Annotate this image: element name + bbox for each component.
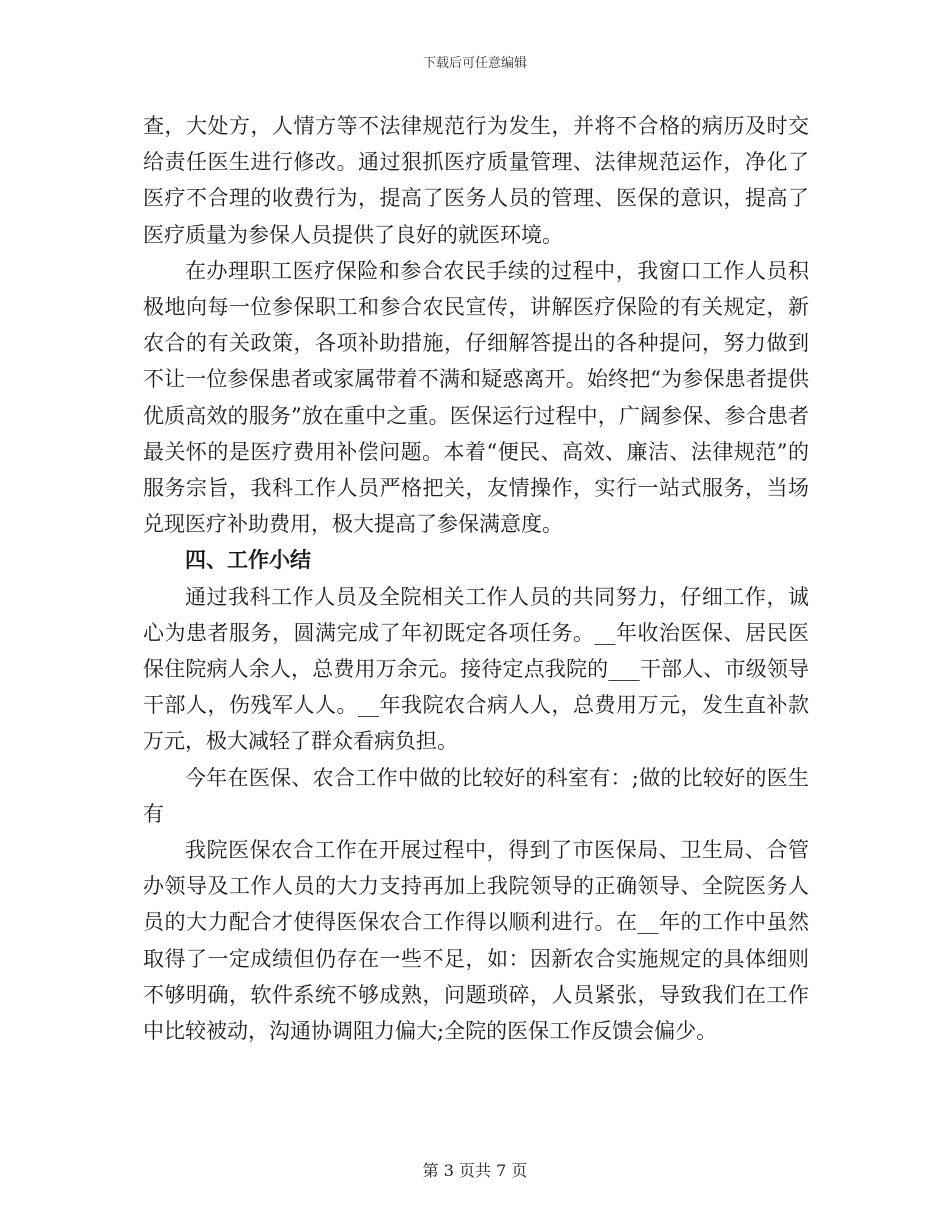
paragraph-good-departments: 今年在医保、农合工作中做的比较好的科室有：;做的比较好的医生有 [143,765,809,826]
paragraph-service-window: 在办理职工医疗保险和参合农民手续的过程中，我窗口工作人员积极地向每一位参保职工和参合农民宣传，讲解医疗保险的有关规定，新农合的有关政策，各项补助措施，仔细解答提出的各种提问，努力做到不让一位参保患者或家属带着不满和疑惑离开。始终把“为参保患者提供优质高效的服务”放在重中之重。医保运行过程中，广阔参保、参合患者最关怀的是医疗费用补偿问题。本着“便民、高效、廉洁、法律规范”的服务宗旨，我科工作人员严格把关，友情操作，实行一站式服务，当场兑现医疗补助费用，极大提高了参保满意度。 [143,258,809,537]
page-number: 第 3 页共 7 页 [422,1161,528,1180]
section-heading-work-summary: 四、工作小结 [185,547,311,573]
document-body [143,108,809,1049]
page-header: 下载后可任意编辑 [422,56,527,71]
paragraph-continued: 查，大处方，人情方等不法律规范行为发生，并将不合格的病历及时交给责任医生进行修改。通过狠抓医疗质量管理、法律规范运作，净化了医疗不合理的收费行为，提高了医务人员的管理、医保的意识，提高了医疗质量为参保人员提供了良好的就医环境。 [143,114,809,247]
paragraph-summary: 通过我科工作人员及全院相关工作人员的共同努力，仔细工作，诚心为患者服务，圆满完成了年初既定各项任务。__年收治医保、居民医保住院病人余人，总费用万余元。接待定点我院的___干部人、市级领导干部人，伤残军人人。__年我院农合病人人，总费用万元，发生直补款万元，极大减轻了群众看病负担。 [143,584,809,754]
paragraph-shortcomings: 我院医保农合工作在开展过程中，得到了市医保局、卫生局、合管办领导及工作人员的大力支持再加上我院领导的正确领导、全院医务人员的大力配合才使得医保农合工作得以顺利进行。在__年的工作中虽然取得了一定成绩但仍存在一些不足，如：因新农合实施规定的具体细则不够明确，软件系统不够成熟，问题琐碎，人员紧张，导致我们在工作中比较被动，沟通协调阻力偏大;全院的医保工作反馈会偏少。 [143,838,809,1044]
